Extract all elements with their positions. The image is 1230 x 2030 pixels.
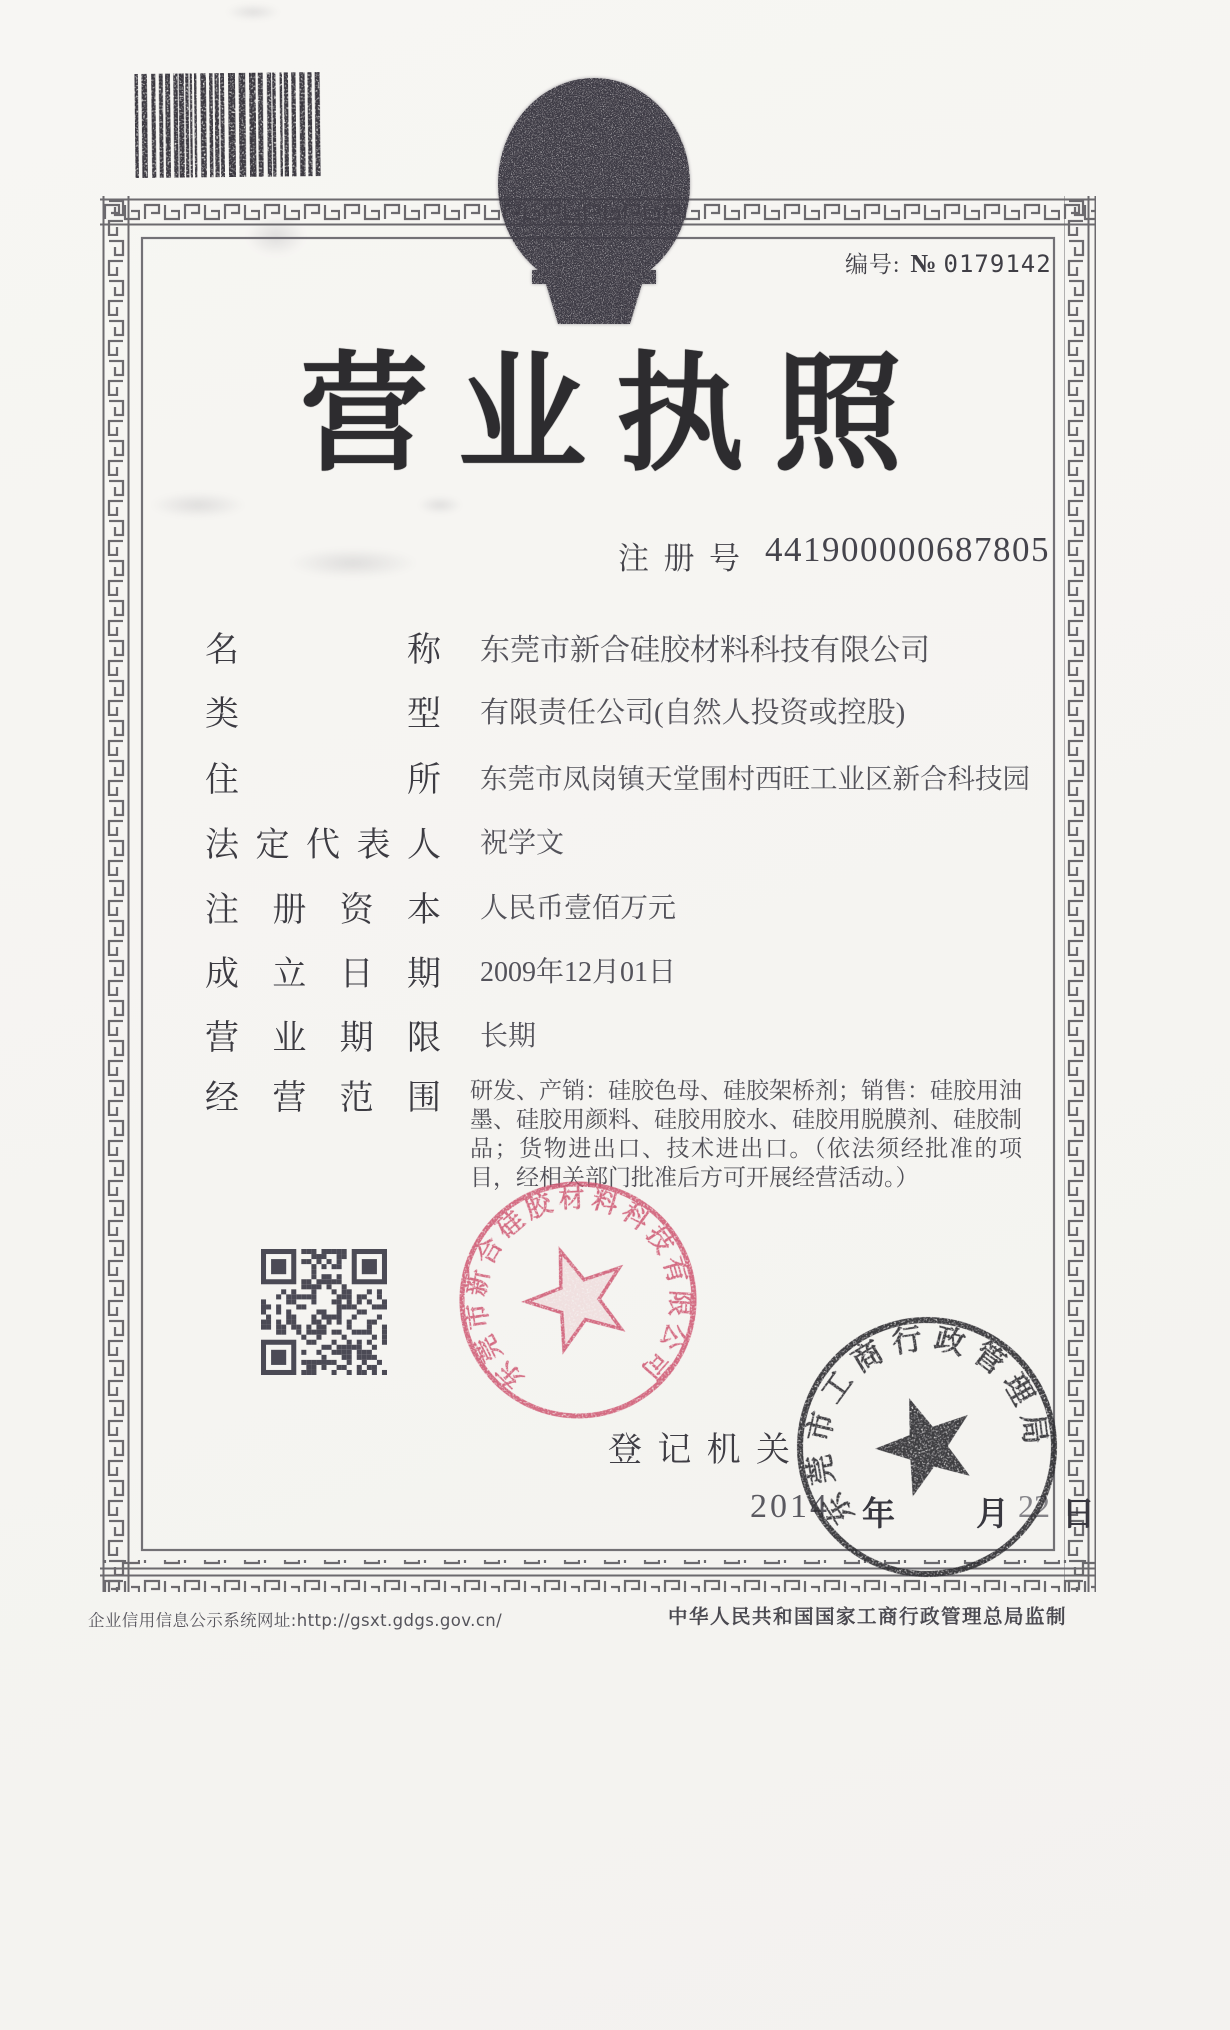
authority-seal-stamp — [777, 1297, 1077, 1597]
star-icon — [514, 1234, 639, 1356]
issue-day: 22 — [1018, 1488, 1050, 1524]
field-label: 类 型 — [205, 696, 441, 733]
field-label: 住 所 — [205, 762, 441, 799]
month-unit: 月 — [976, 1497, 1009, 1533]
day-unit: 日 — [1062, 1497, 1095, 1533]
scan-smudge — [418, 496, 462, 514]
footer-public-info-url: 企业信用信息公示系统网址:http://gsxt.gdgs.gov.cn/ — [88, 1611, 503, 1630]
field-value: 研发、产销：硅胶色母、硅胶架桥剂；销售：硅胶用油墨、硅胶用颜料、硅胶用胶水、硅胶用脱膜剂、硅胶制品；货物进出口、技术进出口。（依法须经批准的项目，经相关部门批准后方可开展经营活动。） — [470, 1078, 1022, 1190]
field-value: 长期 — [480, 1021, 537, 1052]
field-value: 东莞市新合硅胶材料科技有限公司 — [480, 634, 930, 667]
star-icon — [863, 1381, 988, 1503]
field-value: 2009年12月01日 — [480, 957, 677, 988]
scan-smudge — [226, 4, 280, 20]
scan-smudge — [150, 492, 246, 518]
qr-code — [261, 1249, 387, 1375]
footer-issuer: 中华人民共和国国家工商行政管理总局监制 — [668, 1607, 1068, 1628]
numero-symbol: № — [910, 249, 938, 278]
scan-smudge — [288, 548, 418, 578]
field-label: 营 业 期 限 — [205, 1020, 441, 1057]
national-emblem-icon — [488, 72, 700, 330]
field-value: 祝学文 — [480, 828, 565, 859]
serial-number: 0179142 — [943, 250, 1052, 278]
scan-smudge — [246, 216, 306, 256]
field-label: 名 称 — [205, 632, 441, 669]
registration-number: 441900000687805 — [765, 530, 1050, 569]
registration-number-label: 注 册 号 — [618, 541, 740, 576]
company-seal-stamp — [438, 1160, 718, 1440]
serial-label: 编号: — [845, 252, 901, 277]
field-label: 经 营 范 围 — [205, 1080, 441, 1117]
serial-number-line — [845, 246, 1052, 279]
field-value: 有限责任公司(自然人投资或控股) — [480, 697, 906, 729]
field-label: 成 立 日 期 — [205, 956, 441, 993]
field-value: 东莞市凤岗镇天堂围村西旺工业区新合科技园 — [480, 763, 1030, 794]
field-label: 注 册 资 本 — [205, 892, 441, 929]
company-seal-text: 东莞市新合硅胶材料科技有限公司 — [461, 1183, 695, 1395]
registration-authority-label: 登 记 机 关 — [608, 1432, 790, 1469]
barcode — [132, 69, 329, 183]
year-unit: 年 — [862, 1497, 895, 1533]
field-label: 法 定 代 表 人 — [205, 827, 441, 864]
authority-seal-text: 东莞市工商行政管理局 — [801, 1321, 1053, 1530]
field-value: 人民币壹佰万元 — [480, 893, 677, 924]
issue-year: 2014 — [750, 1488, 830, 1525]
license-title: 营业执照 — [300, 340, 933, 489]
